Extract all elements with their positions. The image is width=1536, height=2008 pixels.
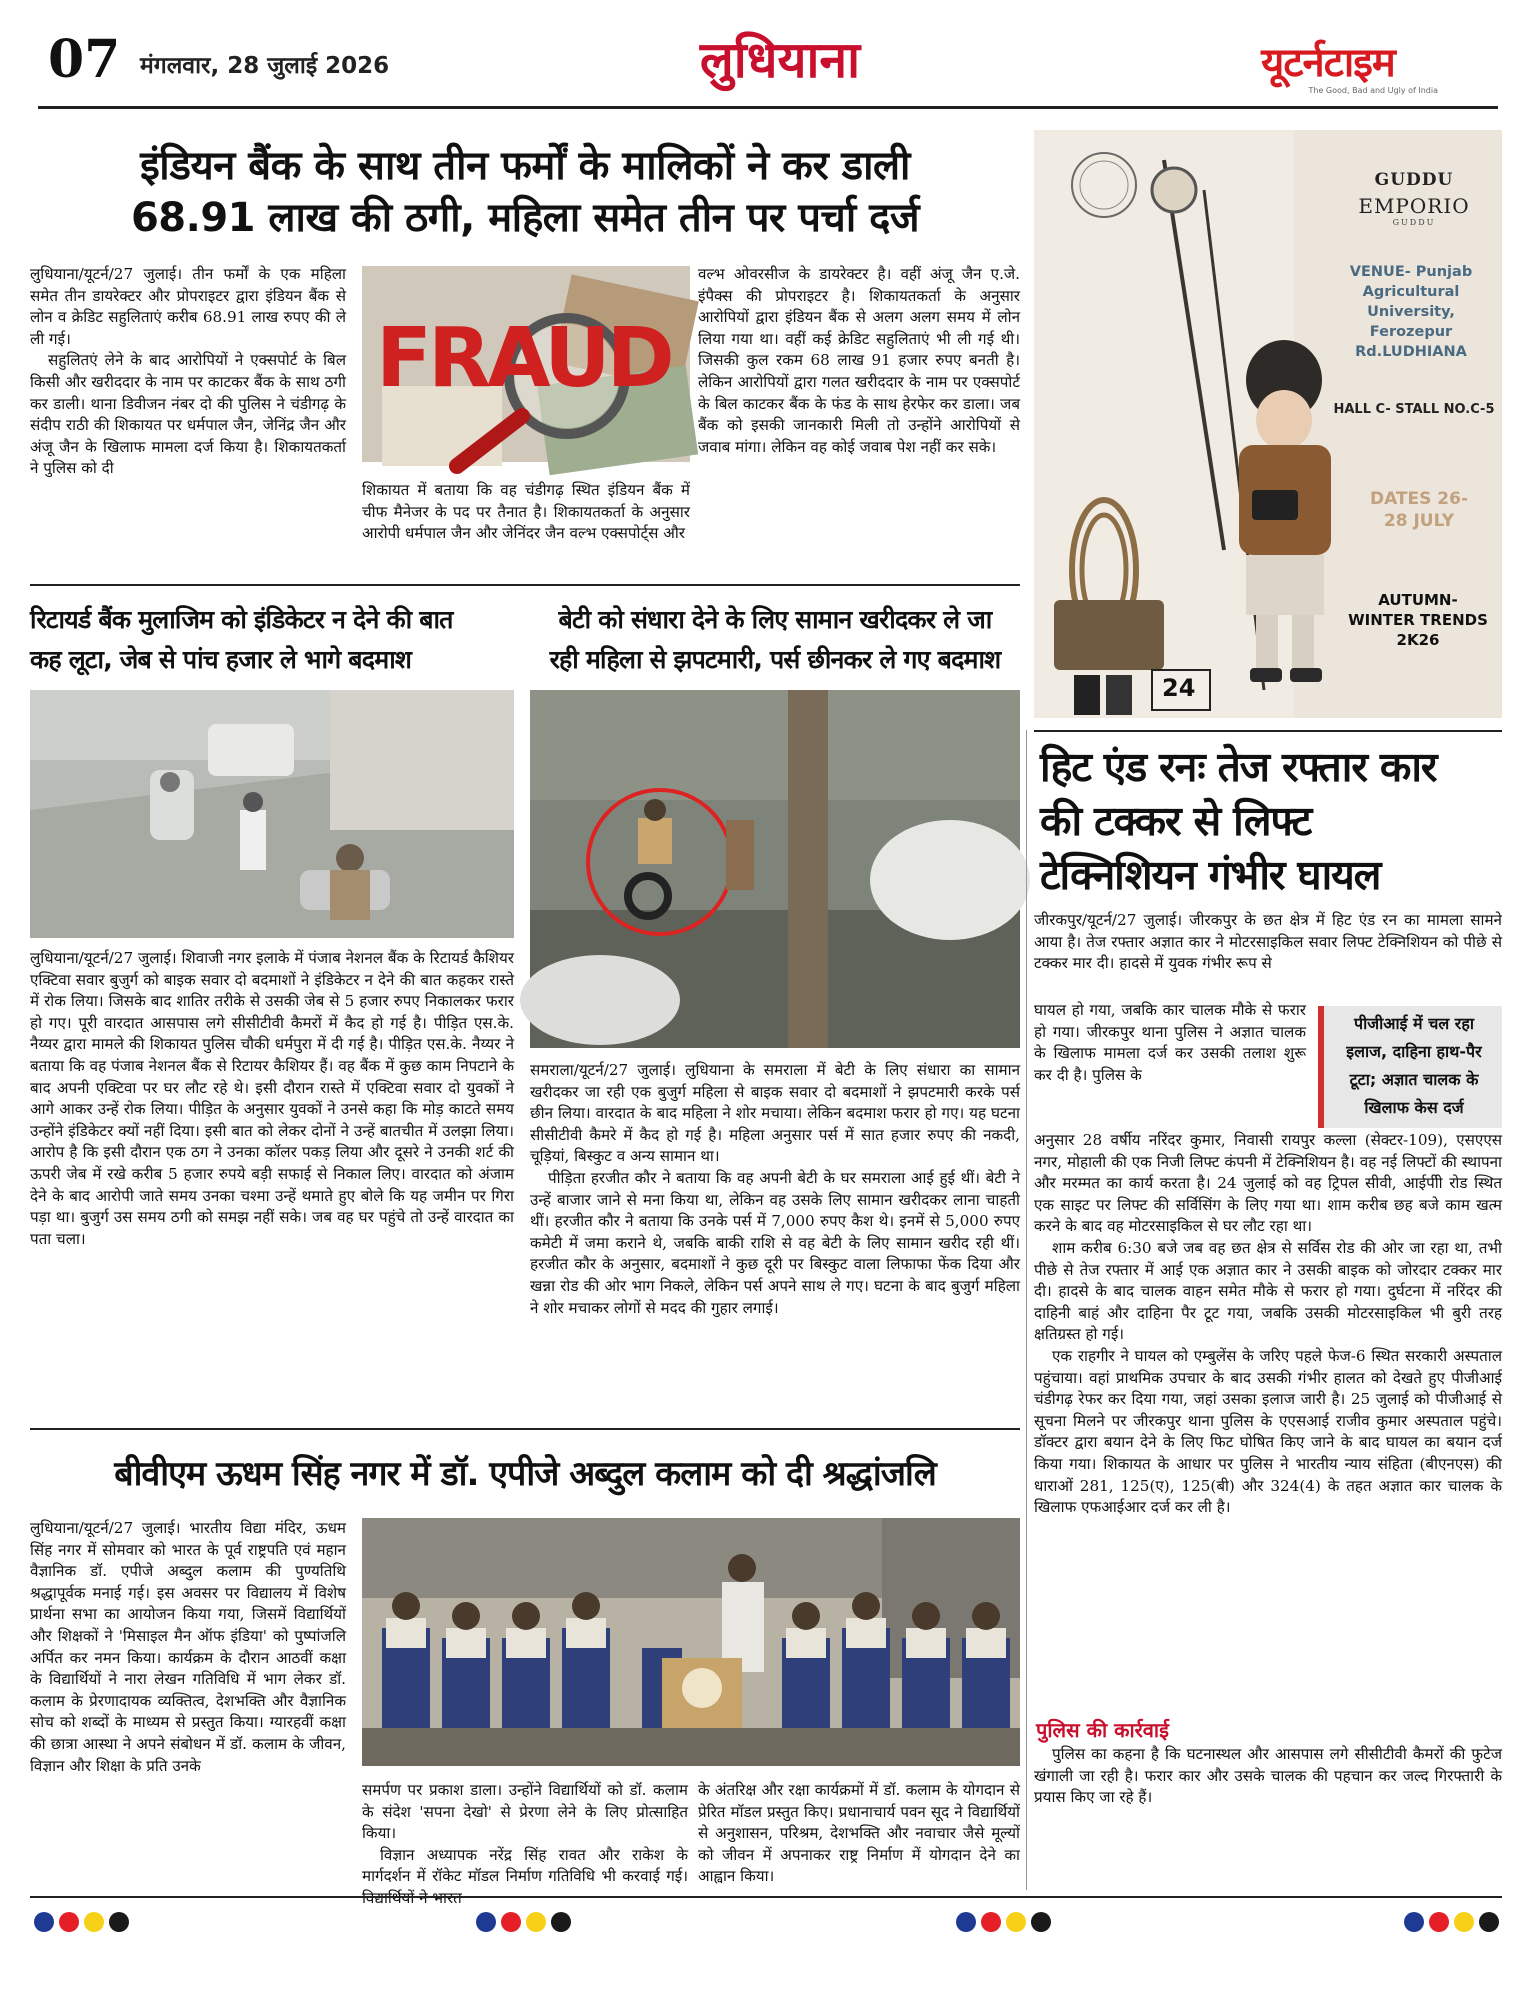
story2-headline-line2: कह लूटा, जेब से पांच हजार ले भागे बदमाश xyxy=(30,645,412,674)
registration-dots-far-right xyxy=(1404,1912,1499,1932)
masthead-rule xyxy=(38,106,1498,109)
story4-headline-line3: टेक्निशियन गंभीर घायल xyxy=(1040,851,1381,899)
story3-headline-line2: रही महिला से झपटमारी, पर्स छीनकर ले गए बदमाश xyxy=(549,645,1001,674)
issue-date: मंगलवार, 28 जुलाई 2026 xyxy=(140,53,390,79)
story1-headline-line2: 68.91 लाख की ठगी, महिला समेत तीन पर पर्चा दर्ज xyxy=(130,195,920,241)
city-name: लुधियाना xyxy=(699,31,861,89)
story4-subhead: पुलिस की कार्रवाई xyxy=(1036,1718,1169,1742)
reg-dot-red xyxy=(59,1912,79,1932)
ad-brand-line2: EMPORIO xyxy=(1358,194,1470,218)
story1-col1-p1: लुधियाना/यूटर्न/27 जुलाई। तीन फर्मों के एक महिला समेत तीन डायरेक्टर और प्रोपराइटर द्वारा इंडियन बैंक से लोन व क्रेडिट सहुलिताएं करीब 68.91 लाख रुपए की ले ली गई। xyxy=(30,265,346,348)
story2-story3-divider xyxy=(30,1428,1020,1430)
ad-stall: HALL C- STALL NO.C-5 xyxy=(1333,402,1495,417)
story1-divider xyxy=(30,584,1020,586)
story5-col1: लुधियाना/यूटर्न/27 जुलाई। भारतीय विद्या मंदिर, ऊधम सिंह नगर में सोमवार को भारत के पूर्व राष्ट्रपति एवं महान वैज्ञानिक डॉ. एपीजे अब्दुल कलाम की पुण्यतिथि श्रद्धापूर्वक मनाई गई। इस अवसर पर विद्यालय में विशेष प्रार्थना सभा का आयोजन किया गया, जिसमें विद्यार्थियों और शिक्षकों ने 'मिसाइल मैन ऑफ इंडिया' को पुष्पांजलि अर्पित कर नमन किया। कार्यक्रम के दौरान आठवीं कक्षा के विद्यार्थियों ने नारा लेखन गतिविधि में भाग लेकर डॉ. कलाम के प्रेरणादायक व्यक्तित्व, देशभक्ति और वैज्ञानिक सोच को शब्दों के माध्यम से प्रस्तुत किया। ग्यारहवीं कक्षा की छात्रा आस्था ने अपने संबोधन में डॉ. कलाम के जीवन, विज्ञान और शिक्षा के प्रति उनके xyxy=(30,1519,346,1775)
fraud-photo xyxy=(362,266,690,462)
story4-lead: जीरकपुर/यूटर्न/27 जुलाई। जीरकपुर के छत क्षेत्र में हिट एंड रन का मामला सामने आया है। तेज रफ्तार अज्ञात कार ने मोटरसाइकिल सवार लिफ्ट टेक्निशियन को पीछे से टक्कर मार दी। हादसे में युवक गंभीर रूप से xyxy=(1034,911,1502,973)
ad-dates: DATES 26-28 JULY xyxy=(1369,489,1469,531)
fraud-word: FRAUD xyxy=(376,311,671,406)
reg-dot-red xyxy=(501,1912,521,1932)
masthead xyxy=(0,0,1536,120)
story4-headline xyxy=(1040,740,1502,902)
story2-headline-line1: रिटायर्ड बैंक मुलाजिम को इंडिकेटर न देने की बात xyxy=(30,605,453,634)
reg-dot-yellow xyxy=(1454,1912,1474,1932)
story3-cctv-photo xyxy=(530,690,1020,1048)
story4-top-rule xyxy=(1034,730,1502,732)
reg-dot-red xyxy=(1429,1912,1449,1932)
registration-dots-center xyxy=(476,1912,571,1932)
ad-clapper-number: 24 xyxy=(1162,674,1196,702)
story4-p4 xyxy=(1034,1744,1502,1864)
reg-dot-black xyxy=(1031,1912,1051,1932)
emporio-advertisement[interactable] xyxy=(1034,130,1502,718)
registration-dots-right xyxy=(956,1912,1051,1932)
page-number: 07 xyxy=(48,29,121,90)
story4-callout-text: पीजीआई में चल रहा इलाज, दाहिना हाथ-पैर टूटा; अज्ञात चालक के खिलाफ केस दर्ज xyxy=(1346,1014,1482,1117)
story2-body: लुधियाना/यूटर्न/27 जुलाई। शिवाजी नगर इलाके में पंजाब नेशनल बैंक के रिटायर्ड कैशियर एक्टिवा सवार बुजुर्ग को बाइक सवार दो बदमाशों ने इंडिकेटर न देने की बात कहकर रास्ते में रोक लिया। जिसके बाद शातिर तरीके से उसकी जेब से 5 हजार रुपए निकालकर फरार हो गए। पूरी वारदात आसपास लगे सीसीटीवी कैमरों में कैद हो गई है। पीड़ित एस.के. नैय्यर द्वारा मामले की शिकायत पुलिस चौकी धर्मपुरा में दी गई है। पीड़ित एस.के. नैय्यर ने बताया कि वह पंजाब नेशनल बैंक से रिटायर कैशियर हैं। वह बैंक में कुछ काम निपटाने के बाद अपनी एक्टिवा पर घर लौट रहे थे। इसी दौरान रास्ते में एक्टिवा सवार दो युवकों ने आगे आकर उन्हें रोक लिया। पीड़ित के अनुसार युवकों ने उनसे कहा कि मोड़ काटते समय उन्होंने इंडिकेटर क्यों नहीं दिया। इसी बात को लेकर दोनों ने उन्हें बातचीत में उलझा लिया। आरोप है कि इसी दौरान एक ठग ने उनका कॉलर पकड़ लिया और दूसरे ने उनकी शर्ट की ऊपरी जेब में रखे करीब 5 हजार रुपये बड़ी सफाई से निकाल लिए। वारदात को अंजाम देने के बाद आरोपी जाते समय उनका चश्मा उन्हें थमाते हुए बोले कि यह जमीन पर गिरा पड़ा था। बुजुर्ग उस समय ठगी को समझ नहीं सके। जब वह घर पहुंचे तो उन्हें वारदात का पता चला। xyxy=(30,949,515,1248)
ad-brand-line3: GUDDU xyxy=(1392,218,1436,227)
story2-headline xyxy=(30,600,520,680)
story1-headline-line1: इंडियन बैंक के साथ तीन फर्मों के मालिकों ने कर डाली xyxy=(140,143,910,189)
ad-trend-line3: 2K26 xyxy=(1396,631,1440,649)
story1-col1-p2: सहुलितएं लेने के बाद आरोपियों ने एक्सपोर्ट के बिल किसी और खरीददार के नाम पर काटकर बैंक के साथ ठगी कर डाली। थाना डिवीजन नंबर दो की पुलिस ने चंडीगढ़ के संदीप राठी की शिकायत पर धर्मपाल जैन, जेनिंद्र जैन और अंजू जैन के खिलाफ मामला दर्ज किया है। शिकायतकर्ता ने पुलिस को दी xyxy=(30,351,346,478)
ad-trend-line2: WINTER TRENDS xyxy=(1348,611,1488,629)
story5-headline: बीवीएम ऊधम सिंह नगर में डॉ. एपीजे अब्दुल कलाम को दी श्रद्धांजलि xyxy=(114,1454,936,1494)
story4-body xyxy=(1034,1130,1502,1670)
ad-venue: VENUE- Punjab Agricultural University, Ferozepur Rd.LUDHIANA xyxy=(1349,264,1473,360)
story5-col3: के अंतरिक्ष और रक्षा कार्यक्रमों में डॉ. कलाम के योगदान से प्रेरित मॉडल प्रस्तुत किए। प्रधानाचार्य पवन सूद ने विद्यार्थियों से अनुशासन, परिश्रम, देशभक्ति और नवाचार जैसे मूल्यों को जीवन में अपनाकर राष्ट्र निर्माण में योगदान देने का आह्वान किया। xyxy=(698,1781,1020,1886)
reg-dot-yellow xyxy=(84,1912,104,1932)
reg-dot-blue xyxy=(956,1912,976,1932)
reg-dot-black xyxy=(109,1912,129,1932)
reg-dot-blue xyxy=(476,1912,496,1932)
story1-headline xyxy=(30,140,1020,244)
reg-dot-blue xyxy=(34,1912,54,1932)
story3-body-p1: समराला/यूटर्न/27 जुलाई। लुधियाना के समराला में बेटी के लिए संधारा का सामान खरीदकर जा रही एक बुजुर्ग महिला से बाइक सवार दो बदमाशों ने झपटमारी करके पर्स छीन लिया। वारदात के बाद महिला ने शोर मचाया। लेकिन बदमाश फरार हो गए। यह घटना सीसीटीवी कैमरे में कैद हो गई है। महिला अनुसार पर्स में सात हजार रुपए की नकदी, चूड़ियां, बिस्कुट व अन्य सामान था। xyxy=(530,1061,1020,1166)
story5-col2-p1: समर्पण पर प्रकाश डाला। उन्होंने विद्यार्थियों को डॉ. कलाम के संदेश 'सपना देखो' से प्रेरणा लेने के लिए प्रोत्साहित किया। xyxy=(362,1781,688,1843)
story1-col2: शिकायत में बताया कि वह चंडीगढ़ स्थित इंडियन बैंक में चीफ मैनेजर के पद पर तैनात है। शिकायतकर्ता के अनुसार आरोपी धर्मपाल जैन और जेनिंदर जैन वल्भ एक्सपोर्ट्स और xyxy=(362,481,690,543)
story3-body xyxy=(530,1060,1020,1418)
story4-headline-line2: की टक्कर से लिफ्ट xyxy=(1040,797,1312,845)
story4-wrap: घायल हो गया, जबकि कार चालक मौके से फरार हो गया। जीरकपुर थाना पुलिस ने अज्ञात चालक के खिलाफ मामला दर्ज कर उसकी तलाश शुरू कर दी है। पुलिस के xyxy=(1034,1001,1306,1084)
reg-dot-red xyxy=(981,1912,1001,1932)
story2-cctv-photo xyxy=(30,690,514,938)
story5-col2 xyxy=(362,1780,688,1890)
story5-school-photo xyxy=(362,1518,1020,1766)
story1-col3: वल्भ ओवरसीज के डायरेक्टर है। वहीं अंजू जैन ए.जे. इंपैक्स की प्रोपराइटर है। शिकायतकर्ता के अनुसार आरोपियों द्वारा इंडियन बैंक से अलग अलग समय में लोन लिया गया था। वहीं कई क्रेडिट सहुलिताएं भी ली गई थी। जिसकी कुल रकम 68 लाख 91 हजार रुपए बनती है। लेकिन आरोपियों द्वारा गलत खरीददार के नाम पर एक्सपोर्ट के बिल काटकर बैंक के फंड के साथ हेरफेर कर डाला। जब बैंक को इसकी जानकारी मिली तो उन्होंने आरोपियों से जवाब मांगा। लेकिन वह कोई जवाब पेश नहीं कर सके। xyxy=(698,265,1020,456)
story4-p2: शाम करीब 6:30 बजे जब वह छत क्षेत्र से सर्विस रोड की ओर जा रहा था, तभी पीछे से तेज रफ्तार में आई एक अज्ञात कार ने उसकी बाइक को जोरदार टक्कर मार दी। हादसे के बाद चालक वाहन समेत मौके से फरार हो गया। दुर्घटना में नरिंदर की दाहिनी बाहं और दाहिना पैर टूट गया, जबकि उसकी मोटरसाइकिल भी बुरी तरह क्षतिग्रस्त हो गई। xyxy=(1034,1238,1502,1344)
paper-logo-text: यूटर्नटाइम xyxy=(1261,40,1395,86)
ad-trend-line1: AUTUMN- xyxy=(1378,591,1458,609)
paper-tagline: The Good, Bad and Ugly of India xyxy=(1308,86,1438,95)
reg-dot-black xyxy=(551,1912,571,1932)
reg-dot-yellow xyxy=(1006,1912,1026,1932)
story5-col2-p2: विज्ञान अध्यापक नरेंद्र सिंह रावत और राकेश के मार्गदर्शन में रॉकेट मॉडल निर्माण गतिविधि भी करवाई गई। xyxy=(362,1845,688,1886)
right-column-rule xyxy=(1026,730,1027,1890)
ad-brand xyxy=(1334,170,1494,227)
ad-brand-line1: GUDDU xyxy=(1374,170,1454,190)
story1-col1 xyxy=(30,264,346,574)
story4-callout xyxy=(1318,1006,1502,1128)
story4-p1: अनुसार 28 वर्षीय नरिंदर कुमार, निवासी रायपुर कल्ला (सेक्टर-109), एसएएस नगर, मोहाली की एक निजी लिफ्ट कंपनी में टेक्निशियन है। वह नई लिफ्टों की स्थापना और मरम्मत का कार्य करता है। 24 जुलाई को वह ट्रिपल सीवी, आईपीी रोड स्थित एक साइट पर लिफ्ट की सर्विसिंग के लिए गया था। शाम करीब छह बजे काम खत्म करने के बाद वह मोटरसाइकिल से घर लौट रहा था। xyxy=(1034,1131,1502,1236)
story4-p4-text: पुलिस का कहना है कि घटनास्थल और आसपास लगे सीसीटीवी कैमरों की फुटेज खंगाली जा रही है। फरार कार और उसके चालक की पहचान कर जल्द गिरफ्तारी के प्रयास किए जा रहे हैं। xyxy=(1034,1745,1502,1807)
ad-trends xyxy=(1340,590,1496,650)
footer-rule xyxy=(30,1896,1502,1898)
story3-body-p2: पीड़िता हरजीत कौर ने बताया कि वह अपनी बेटी के घर समराला आई हुई थीं। बेटी ने उन्हें बाजार जाने से मना किया था, लेकिन वह उसके लिए सामान खरीदकर लाना चाहती थीं। हरजीत कौर ने बताया कि उनके पर्स में 7,000 रुपए कैश थे। इनमें से 5,000 रुपए कमेटी में जमा कराने थे, जबकि बाकी राशि से वह बेटी के लिए सामान खरीद रही थीं। हरजीत कौर के अनुसार, बदमाशों ने कुछ दूरी पर बिस्कुट वाला लिफाफा फेंक दिया और खन्ना रोड की ओर भाग निकले, लेकिन पर्स अपने साथ ले गए। घटना के बाद बुजुर्ग महिला ने शोर मचाकर लोगों से मदद की गुहार लगाई। xyxy=(530,1168,1020,1317)
story3-headline-line1: बेटी को संधारा देने के लिए सामान खरीदकर ले जा xyxy=(558,605,992,634)
reg-dot-blue xyxy=(1404,1912,1424,1932)
reg-dot-black xyxy=(1479,1912,1499,1932)
story4-p3: एक राहगीर ने घायल को एम्बुलेंस के जरिए पहले फेज-6 स्थित सरकारी अस्पताल पहुंचाया। वहां प्राथमिक उपचार के बाद उसकी गंभीर हालत को देखते हुए पीजीआई चंडीगढ़ रेफर कर दिया गया, जहां उसका इलाज जारी है। 25 जुलाई को पीजीआई से सूचना मिलने पर जीरकपुर थाना पुलिस के एएसआई राजीव कुमार अस्पताल पहुंचे। डॉक्टर द्वारा बयान देने के लिए फिट घोषित किए जाने के बाद घायल का बयान दर्ज किया गया। शिकायत के आधार पर पुलिस ने भारतीय न्याय संहिता (बीएनएस) की धाराओं 281, 125(ए), 125(बी) और 324(4) के तहत अज्ञात कार चालक के खिलाफ एफआईआर दर्ज कर ली है। xyxy=(1034,1346,1502,1517)
story3-headline xyxy=(530,600,1020,680)
paper-logo xyxy=(1188,40,1468,100)
story4-headline-line1: हिट एंड रनः तेज रफ्तार कार xyxy=(1040,743,1437,791)
reg-dot-yellow xyxy=(526,1912,546,1932)
registration-dots-left xyxy=(34,1912,129,1932)
